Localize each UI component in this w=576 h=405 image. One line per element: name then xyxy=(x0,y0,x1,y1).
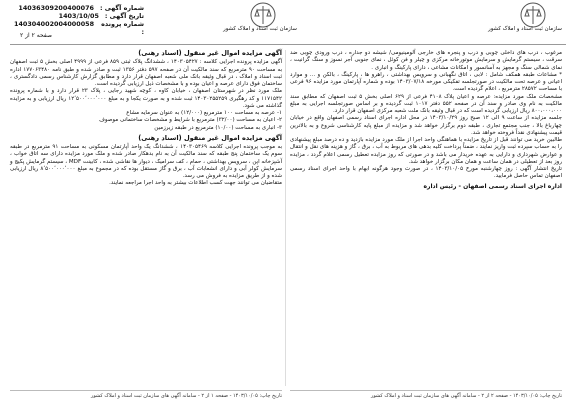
paragraph: مرغوب ، درب های داخلی چوبی و درب و پنجره های خارجی آلومینیومی/ شیشه دو جداره ، درب ورودی چوبی ضد سرقت ، سیستم گرمایش و سرمایش موتورخانه مرکزی و چیلر و فن کوئل ، نمای جنوبی آجر نسوز و سنگ گرانیت ، نمای شمالی سنگ و مجهز به آسانسور و امکانات مشاعی ، دارای پارکینگ و انباری . xyxy=(290,50,562,71)
page-footer: تاریخ چاپ: ۱۴۰۳/۱۰/۰۵ - صفحه ۲ از ۲ - سامانه آگهی های سازمان ثبت اسناد و املاک کشور xyxy=(290,390,562,399)
paragraph: تاریخ انتشار آگهی : روز چهارشنبه مورخ ۱۴۰۳/۱۰/۰۵ ، در صورت وجود هرگونه ابهام با واحد اجرای اسناد رسمی اصفهان تماس حاصل فرمایید. xyxy=(290,166,562,180)
paragraph: جلسه مزایده از ساعت ۹ الی ۱۲ صبح روز ۱۴۰۳/۱۰/۲۹ در محل اداره اجرای اسناد رسمی اصفهان واقع در خیابان چهارباغ بالا ، جنب مجتمع تجاری ، طبقه دوم برگزار خواهد شد و مزایده از مبلغ پایه کارشناسی شروع و به بالاترین قیمت پیشنهادی نقداً فروخته خواهد شد. xyxy=(290,115,562,136)
emblem-logo xyxy=(250,2,276,28)
notice-date-label: تاریخ آگهی : xyxy=(104,12,144,20)
notice-date: 1403/10/05 xyxy=(58,12,99,20)
org-name: سازمان ثبت اسناد و املاک کشور xyxy=(223,26,297,32)
list-item: ۲- اعیان به مساحت (۳۲/۰۰) مترمربع با شرایط و مشخصات ساختمانی موصوف xyxy=(99,117,282,124)
left-column xyxy=(10,50,282,188)
paragraph: آگهی مزایده پرونده اجرایی کلاسه : ۱۴۰۳۰۵۴۲۷ ، ششدانگ پلاک ثبتی ۸۵۹ فرعی از ۴۹۹۹ اصلی بخش ۵ ثبت اصفهان به مساحت ۹۰ مترمربع که سند مالکیت آن در صفحه ۵۹۷ دفتر ۱۳۵۶ ثبت و صادر شده و طبق نامه ۱۷۷۰۶۳۴۸۰ اداره ثبت اسناد و املاک ، در قبال وثیقه بانک ملی شعبه اصفهان قرار دارد و مطابق گزارش کارشناس رسمی دادگستری ، ساختمان فوق دارای عرصه و اعیان بوده و با مشخصات ذیل ارزیابی گردیده است. xyxy=(10,59,283,87)
paragraph: متقاضیان می توانند جهت کسب اطلاعات بیشتر به واحد اجرا مراجعه نمایند. xyxy=(109,180,282,187)
emblem-logo xyxy=(520,2,546,28)
file-number: 140304002004000058 xyxy=(14,20,95,28)
header-divider xyxy=(10,44,566,45)
org-name: سازمان ثبت اسناد و املاک کشور xyxy=(488,26,562,32)
file-number-label: شماره پرونده : xyxy=(101,20,144,36)
list-item: ۳- انباری به مساحت (۱۰/۰۰) مترمربع در طبقه زیرزمین xyxy=(154,124,282,131)
page-number: صفحه ۲ از ۲ xyxy=(20,32,52,39)
notice-title: آگهی مزایده اموال غیر منقول (اسناد رهنی) xyxy=(138,133,282,142)
paragraph: به موجب پرونده اجرایی کلاسه ۱۴۰۳۰۵۴۶۹ ، ششدانگ یک واحد آپارتمان مسکونی به مساحت ۹۱ مترمربع در طبقه سوم یک ساختمان پنج طبقه که سند مالکیت آن به نام بدهکار صادر شده و ملک مورد مزایده دارای سه اتاق خواب ، آشپزخانه اپن ، سرویس بهداشتی ، حمام ، کف سرامیک ، دیوار ها نقاشی شده ، کابینت MDF ، سیستم گرمایش پکیج و سرمایش کولر آبی و دارای انشعابات آب ، برق و گاز مستقل بوده که در مجموع به مبلغ ۸٬۵۰۰٬۰۰۰٬۰۰۰ ریال ارزیابی شده و از طریق مزایده به فروش می رسد. xyxy=(10,144,282,179)
paragraph: * مشاعات طبقه همکف شامل : لابی ، اتاق نگهبانی و سرویس بهداشتی ، راهرو ها ، پارکینگ ، بالکن و ... و موارد اعیانی و عرصه تحت مالکیت در صورتجلسه تفکیکی مورخه ۱۴۰۳/۰۷/۱۸ بوده و شماره آپارتمان مورد مزایده ۹۶ فرعی با مساحت ۲۸۵۷۲ مترمربع ، اعلام گردیده است. xyxy=(290,71,562,93)
paragraph: ملک مورد نظر در شهرستان اصفهان ، خیابان کاوه ، کوچه شهید رجایی ، پلاک ۲۳ قرار دارد و با شماره پرونده ۱۱۷۱۵۴۲ و کد رهگیری ۱۴۰۳۰۲۵۵۲۵۹ ثبت شده و به صورت یکجا و به مبلغ ۱۲٬۵۰۰٬۰۰۰٬۰۰۰ ریال ارزیابی و به مزایده گذاشته می شود. xyxy=(10,88,283,109)
notice-number-label: شماره آگهی : xyxy=(99,4,144,12)
signature-line: اداره اجرای اسناد رسمی اصفهان - رئیس اداره xyxy=(423,182,562,190)
notice-number: 14036309200400076 xyxy=(18,4,94,12)
right-column xyxy=(290,50,562,190)
paragraph: طالبین خرید می توانند قبل از تاریخ مزایده با هماهنگی واحد اجرا از ملک مورد مزایده بازدید و ده درصد مبلغ پیشنهادی را به حساب سپرده ثبت واریز نمایند ، ضمناً پرداخت کلیه بدهی های مربوط به آب ، برق ، گاز و هزینه های نقل و انتقال و عوارض شهرداری و دارایی به عهده خریدار می باشد و در صورتی که روز مزایده تعطیل رسمی اعلام گردد ، مزایده روز بعد از تعطیلی در همان ساعت و همان مکان برگزار خواهد شد. xyxy=(290,137,562,165)
column-divider xyxy=(285,50,286,386)
notice-title: آگهی مزایده اموال غیر منقول (اسناد رهنی) xyxy=(138,49,282,57)
paragraph: مشخصات ملک مورد مزایده: عرصه و اعیان پلاک ۴۱۰۸ فرعی از ۶۲۹ اصلی بخش ۵ ثبت اصفهان که مطابق سند مالکیت به نام وی صادر و سند آن در صفحه ۵۵۲ دفتر ۱۰۱۷ ثبت گردیده و بر اساس صورتجلسه اجرایی به مبلغ ۸۰۰،۰۰۰،۰۰۰ ریال ارزیابی گردیده است که در قبال وثیقه بانک ملت شعبه مرکزی اصفهان قرار دارد. xyxy=(290,93,563,114)
page-header xyxy=(0,0,576,42)
list-item: ۱- عرصه به مساحت ۱۰۰ مترمربع (۱۲/۰۰۰) به عنوان سرمایه مشاع xyxy=(126,110,282,116)
page-footer: تاریخ چاپ: ۱۴۰۳/۱۰/۰۵ - صفحه ۱ از ۲ - سامانه آگهی های سازمان ثبت اسناد و املاک کشور xyxy=(10,390,282,399)
